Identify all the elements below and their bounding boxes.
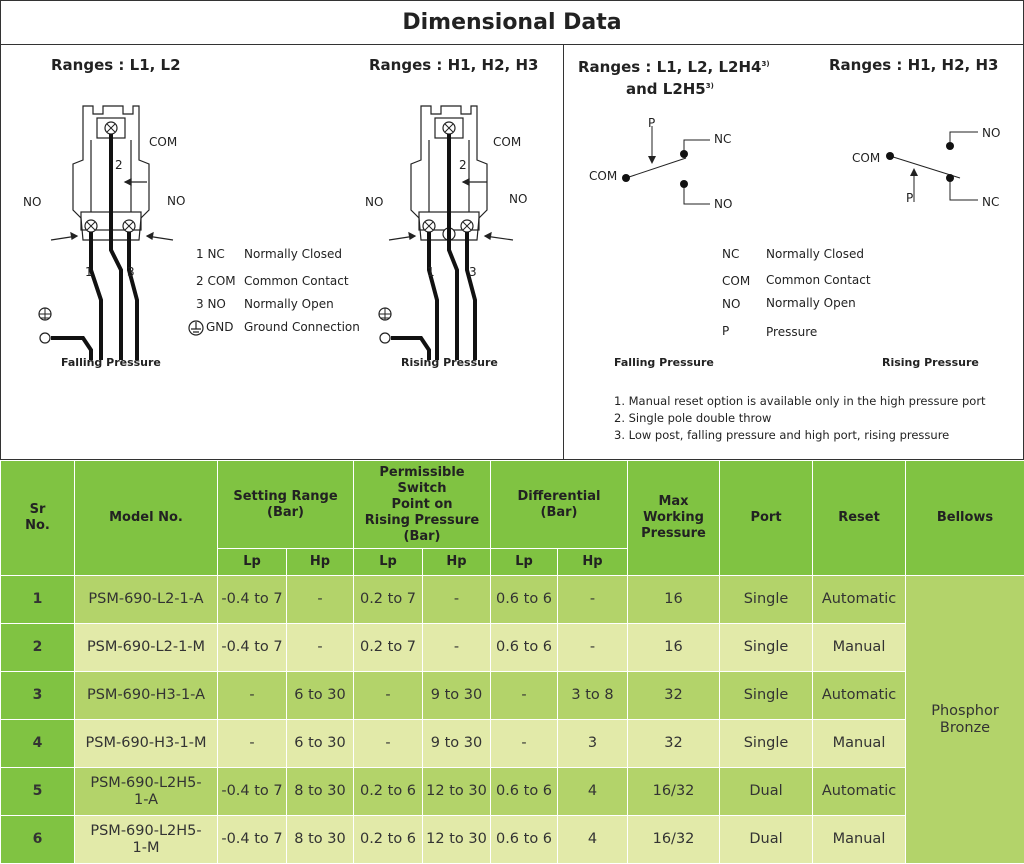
subheader-setting-hp: Hp <box>287 549 354 576</box>
wiring-diagram-panel <box>0 44 564 460</box>
terminal-label-com-rising: COM <box>493 135 522 149</box>
row-diff-hp: 3 to 8 <box>558 672 628 720</box>
subheader-diff-lp: Lp <box>491 549 558 576</box>
row-diff-hp: - <box>558 624 628 672</box>
header-sr-no: Sr No. <box>1 461 75 576</box>
caption-rising-pressure: Rising Pressure <box>401 356 498 369</box>
row-port: Single <box>720 720 813 768</box>
row-diff-hp: 4 <box>558 768 628 816</box>
wire-number-2: 2 <box>115 158 123 172</box>
subheader-perm-hp: Hp <box>423 549 491 576</box>
row-reset: Automatic <box>813 672 906 720</box>
row-setting-hp: - <box>287 576 354 624</box>
terminal-label-no-left-rising: NO <box>365 195 384 209</box>
legend-desc-nc-right: Normally Closed <box>766 247 864 261</box>
row-diff-lp: 0.6 to 6 <box>491 816 558 864</box>
row-model: PSM-690-L2H5- 1-A <box>75 768 218 816</box>
row-setting-hp: 8 to 30 <box>287 816 354 864</box>
legend-desc-p-right: Pressure <box>766 325 818 339</box>
row-diff-lp: 0.6 to 6 <box>491 624 558 672</box>
row-sr: 3 <box>1 672 75 720</box>
row-setting-hp: 6 to 30 <box>287 720 354 768</box>
wire-number-1-rising: 1 <box>427 265 435 279</box>
row-diff-lp: - <box>491 720 558 768</box>
row-perm-lp: - <box>354 672 423 720</box>
legend-desc-com-right: Common Contact <box>766 273 871 287</box>
row-sr: 4 <box>1 720 75 768</box>
wire-number-2-rising: 2 <box>459 158 467 172</box>
row-model: PSM-690-H3-1-A <box>75 672 218 720</box>
range-heading-l1-l2: Ranges : L1, L2 <box>51 56 181 74</box>
row-port: Single <box>720 576 813 624</box>
pressure-label-rising: P <box>906 191 914 205</box>
legend-desc-com: Common Contact <box>244 274 349 288</box>
range-heading-l2h4-text: Ranges : L1, L2, L2H4 <box>578 58 762 76</box>
subheader-perm-lp: Lp <box>354 549 423 576</box>
legend-desc-no-right: Normally Open <box>766 296 856 310</box>
row-model: PSM-690-L2H5- 1-M <box>75 816 218 864</box>
ground-icon <box>188 320 204 336</box>
wire-number-1: 1 <box>85 265 93 279</box>
header-setting-range: Setting Range (Bar) <box>218 461 354 549</box>
wire-number-3: 3 <box>127 265 135 279</box>
row-model: PSM-690-H3-1-M <box>75 720 218 768</box>
range-heading-h-right: Ranges : H1, H2, H3 <box>829 56 999 74</box>
caption-rising-pressure-right: Rising Pressure <box>882 356 979 369</box>
row-sr: 2 <box>1 624 75 672</box>
row-reset: Automatic <box>813 576 906 624</box>
row-diff-lp: 0.6 to 6 <box>491 576 558 624</box>
row-max-pressure: 16 <box>628 576 720 624</box>
row-max-pressure: 16 <box>628 624 720 672</box>
row-setting-lp: -0.4 to 7 <box>218 576 287 624</box>
footnote-ref-l2h5: 3) <box>705 82 714 90</box>
footnote-1: 1. Manual reset option is available only in the high pressure port <box>614 394 986 408</box>
legend-code-gnd: GND <box>206 320 234 334</box>
header-model-no: Model No. <box>75 461 218 576</box>
row-port: Single <box>720 672 813 720</box>
legend-code-nc-right: NC <box>722 247 740 261</box>
row-perm-hp: 9 to 30 <box>423 672 491 720</box>
no-label-falling: NO <box>714 197 733 211</box>
row-diff-hp: 3 <box>558 720 628 768</box>
row-model: PSM-690-L2-1-M <box>75 624 218 672</box>
row-setting-lp: -0.4 to 7 <box>218 624 287 672</box>
legend-code-nc: 1 NC <box>196 247 225 261</box>
row-setting-hp: 8 to 30 <box>287 768 354 816</box>
header-permissible-switch-point: Permissible Switch Point on Rising Pressure (Bar) <box>354 461 491 549</box>
wire-number-3-rising: 3 <box>469 265 477 279</box>
row-perm-lp: 0.2 to 7 <box>354 576 423 624</box>
range-heading-l2h5-text: and L2H5 <box>626 80 706 98</box>
row-sr: 5 <box>1 768 75 816</box>
row-diff-hp: 4 <box>558 816 628 864</box>
terminal-label-com: COM <box>149 135 178 149</box>
row-perm-lp: 0.2 to 6 <box>354 768 423 816</box>
caption-falling-pressure: Falling Pressure <box>61 356 161 369</box>
nc-label-falling: NC <box>714 132 732 146</box>
page-title: Dimensional Data <box>0 0 1024 45</box>
row-sr: 1 <box>1 576 75 624</box>
com-label-falling: COM <box>589 169 618 183</box>
row-setting-lp: - <box>218 720 287 768</box>
table-row <box>1 672 1024 720</box>
row-diff-lp: 0.6 to 6 <box>491 768 558 816</box>
footnote-2: 2. Single pole double throw <box>614 411 772 425</box>
footnote-3: 3. Low post, falling pressure and high port, rising pressure <box>614 428 950 442</box>
row-perm-lp: 0.2 to 6 <box>354 816 423 864</box>
row-perm-hp: 12 to 30 <box>423 816 491 864</box>
row-port: Dual <box>720 816 813 864</box>
legend-code-p-right: P <box>722 324 730 338</box>
terminal-label-no-right: NO <box>167 194 186 208</box>
header-reset: Reset <box>813 461 906 576</box>
legend-desc-no: Normally Open <box>244 297 334 311</box>
row-setting-hp: - <box>287 624 354 672</box>
range-heading-l2h4 <box>578 58 770 76</box>
row-sr: 6 <box>1 816 75 864</box>
bellows-material: Phosphor Bronze <box>906 576 1024 864</box>
header-max-working-pressure: Max Working Pressure <box>628 461 720 576</box>
row-reset: Manual <box>813 816 906 864</box>
table-row <box>1 720 1024 768</box>
row-diff-hp: - <box>558 576 628 624</box>
legend-desc-nc: Normally Closed <box>244 247 342 261</box>
terminal-label-no-left: NO <box>23 195 42 209</box>
row-max-pressure: 16/32 <box>628 816 720 864</box>
row-reset: Manual <box>813 720 906 768</box>
row-setting-lp: - <box>218 672 287 720</box>
row-setting-lp: -0.4 to 7 <box>218 768 287 816</box>
row-max-pressure: 32 <box>628 672 720 720</box>
row-port: Single <box>720 624 813 672</box>
header-bellows: Bellows <box>906 461 1024 576</box>
nc-label-rising: NC <box>982 195 1000 209</box>
footnote-ref-l2h4: 3) <box>761 60 770 68</box>
switching-diagram-panel <box>563 44 1024 460</box>
caption-falling-pressure-right: Falling Pressure <box>614 356 714 369</box>
no-label-rising: NO <box>982 126 1001 140</box>
subheader-diff-hp: Hp <box>558 549 628 576</box>
com-label-rising: COM <box>852 151 881 165</box>
row-reset: Automatic <box>813 768 906 816</box>
legend-code-no: 3 NO <box>196 297 226 311</box>
row-perm-hp: - <box>423 624 491 672</box>
pressure-label-falling: P <box>648 116 656 130</box>
range-heading-l2h5 <box>626 80 714 98</box>
specification-table <box>0 460 1024 864</box>
header-differential: Differential (Bar) <box>491 461 628 549</box>
row-max-pressure: 16/32 <box>628 768 720 816</box>
table-row <box>1 816 1024 864</box>
row-perm-lp: - <box>354 720 423 768</box>
row-perm-hp: 12 to 30 <box>423 768 491 816</box>
legend-code-com-right: COM <box>722 274 751 288</box>
row-diff-lp: - <box>491 672 558 720</box>
row-perm-hp: 9 to 30 <box>423 720 491 768</box>
subheader-setting-lp: Lp <box>218 549 287 576</box>
switch-wiring-diagram-rising <box>371 100 551 340</box>
terminal-label-no-right-rising: NO <box>509 192 528 206</box>
table-row <box>1 624 1024 672</box>
row-port: Dual <box>720 768 813 816</box>
row-model: PSM-690-L2-1-A <box>75 576 218 624</box>
legend-code-no-right: NO <box>722 297 741 311</box>
legend-desc-gnd: Ground Connection <box>244 320 360 334</box>
range-heading-h1-h3: Ranges : H1, H2, H3 <box>369 56 539 74</box>
row-reset: Manual <box>813 624 906 672</box>
table-row <box>1 576 1024 624</box>
row-perm-hp: - <box>423 576 491 624</box>
table-row <box>1 768 1024 816</box>
row-setting-lp: -0.4 to 7 <box>218 816 287 864</box>
row-perm-lp: 0.2 to 7 <box>354 624 423 672</box>
header-port: Port <box>720 461 813 576</box>
row-setting-hp: 6 to 30 <box>287 672 354 720</box>
row-max-pressure: 32 <box>628 720 720 768</box>
legend-code-com: 2 COM <box>196 274 236 288</box>
